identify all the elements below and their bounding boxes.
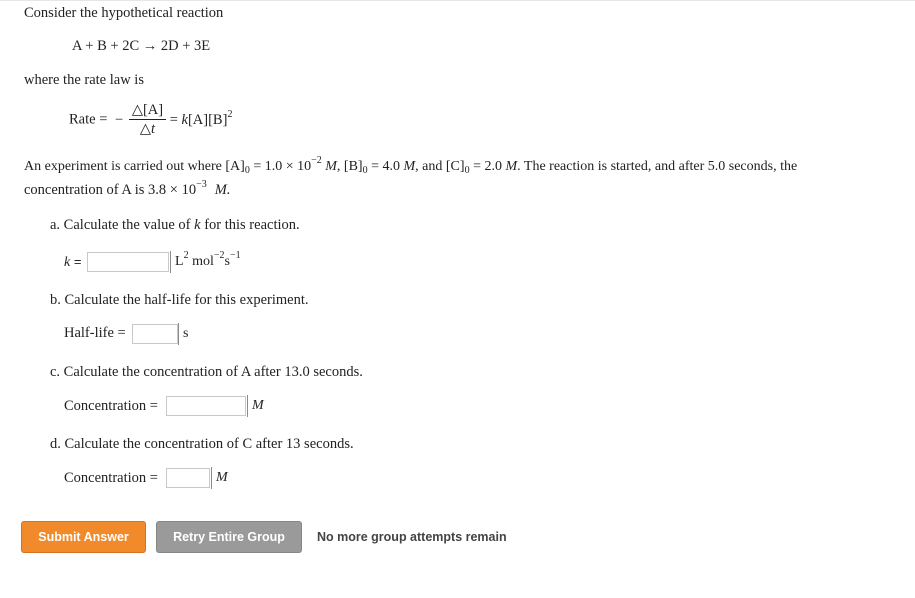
c0-symbol: [C] [445, 159, 465, 174]
a0-symbol: [A] [225, 159, 245, 174]
top-divider [0, 0, 915, 1]
question-c: c. Calculate the concentration of A after 13.0 seconds. [50, 364, 363, 380]
concentration-c-label: Concentration = [64, 470, 158, 486]
concentration-c-input[interactable] [166, 468, 210, 488]
question-b: b. Calculate the half-life for this experiment. [50, 292, 309, 308]
rate-rhs [169, 108, 233, 128]
attempts-note: No more group attempts remain [317, 530, 507, 544]
rate-constant-k: k [181, 111, 188, 128]
k-answer-input[interactable] [87, 252, 169, 272]
rate-exponent: 2 [227, 108, 233, 120]
reaction-equation: A + B + 2C → 2D + 3E [72, 38, 211, 54]
half-life-input[interactable] [132, 324, 178, 344]
intro-text: Consider the hypothetical reaction [24, 5, 224, 21]
half-life-unit: s [178, 323, 188, 345]
rate-numerator: △[A] [129, 102, 166, 120]
experiment-line-1: An experiment is carried out where $[A]_0 = 1.0 \times 10^{-2}$ M, $[B]_0 = 4.0$ M, and $[C]_0 = 2.0$ M. The reaction is started, and after 5.0 seconds, the [24, 155, 798, 176]
submit-answer-button[interactable]: Submit Answer [21, 521, 146, 553]
rate-law-equation [69, 102, 232, 138]
k-unit: $L^2$ $mol^{-2}s^{-1}$ [170, 251, 241, 273]
concentration-c-unit: M [211, 467, 228, 489]
concentration-a-unit: M [247, 395, 264, 417]
concentration-a-input[interactable] [166, 396, 246, 416]
rate-denominator: △t [139, 121, 156, 137]
b0-symbol: [B] [343, 159, 363, 174]
half-life-label: Half-life = [64, 325, 126, 341]
rate-concentrations: [A][B] [187, 111, 228, 128]
rate-lhs: Rate = [69, 111, 108, 128]
retry-entire-group-button[interactable]: Retry Entire Group [156, 521, 302, 553]
question-a: a. Calculate the value of k for this reaction. [50, 217, 300, 233]
rate-fraction [129, 102, 166, 138]
k-label: k = [64, 254, 82, 270]
concentration-a-label: Concentration = [64, 398, 158, 414]
rate-rhs-eq: = [169, 111, 182, 128]
rate-law-intro: where the rate law is [24, 72, 144, 88]
experiment-line-2: concentration of A is $3.8 \times 10^{-3}$ M. [24, 179, 231, 198]
rate-minus: − [115, 111, 124, 128]
question-d: d. Calculate the concentration of C after 13 seconds. [50, 436, 354, 452]
